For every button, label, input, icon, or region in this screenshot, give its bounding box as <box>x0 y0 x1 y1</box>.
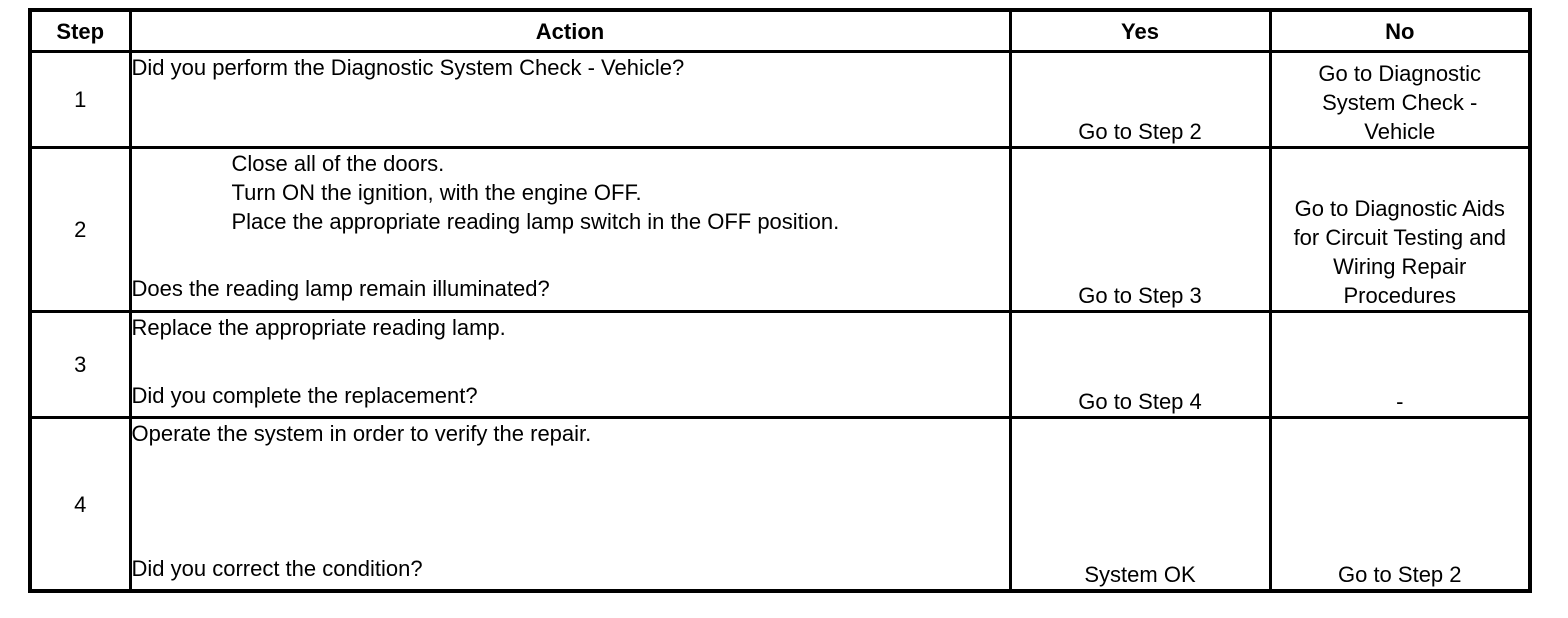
yes-result: Go to Step 4 <box>1010 312 1270 418</box>
action-instruction: Place the appropriate reading lamp switch in the OFF position. <box>231 209 840 234</box>
no-result-line: Wiring Repair <box>1333 254 1467 279</box>
action-cell <box>130 418 1010 592</box>
diagnostic-table <box>28 8 1532 593</box>
action-instruction: Close all of the doors. <box>231 151 445 176</box>
no-result-line: Go to Diagnostic <box>1318 61 1482 86</box>
no-result: Go to Step 2 <box>1270 418 1530 592</box>
action-cell <box>130 52 1010 148</box>
header-action: Action <box>130 10 1010 52</box>
no-result: - <box>1270 312 1530 418</box>
action-cell <box>130 148 1010 312</box>
action-question: Does the reading lamp remain illuminated? <box>131 276 550 301</box>
no-result-line: Procedures <box>1343 283 1456 308</box>
action-instruction: Operate the system in order to verify the repair. <box>131 421 592 446</box>
table-row-step-1 <box>30 52 1530 148</box>
step-number: 1 <box>30 52 130 148</box>
step-number: 4 <box>30 418 130 592</box>
header-step: Step <box>30 10 130 52</box>
action-instruction: Turn ON the ignition, with the engine OFF. <box>231 180 642 205</box>
action-question: Did you correct the condition? <box>131 556 423 581</box>
yes-result: System OK <box>1010 418 1270 592</box>
action-question: Did you complete the replacement? <box>131 383 478 408</box>
action-instruction: Replace the appropriate reading lamp. <box>131 315 506 340</box>
header-no: No <box>1270 10 1530 52</box>
no-result-line: Go to Diagnostic Aids <box>1294 196 1505 221</box>
no-result-line: System Check - <box>1322 90 1478 115</box>
step-number: 2 <box>30 148 130 312</box>
no-result-line: for Circuit Testing and <box>1293 225 1506 250</box>
table-row-step-3 <box>30 312 1530 418</box>
step-number: 3 <box>30 312 130 418</box>
action-question: Did you perform the Diagnostic System Check - Vehicle? <box>131 55 685 80</box>
no-result <box>1270 52 1530 148</box>
yes-result: Go to Step 2 <box>1010 52 1270 148</box>
action-cell <box>130 312 1010 418</box>
no-result <box>1270 148 1530 312</box>
no-result-line: Vehicle <box>1364 119 1436 144</box>
table-row-step-4 <box>30 418 1530 592</box>
yes-result: Go to Step 3 <box>1010 148 1270 312</box>
header-row <box>30 10 1530 52</box>
header-yes: Yes <box>1010 10 1270 52</box>
table-row-step-2 <box>30 148 1530 312</box>
